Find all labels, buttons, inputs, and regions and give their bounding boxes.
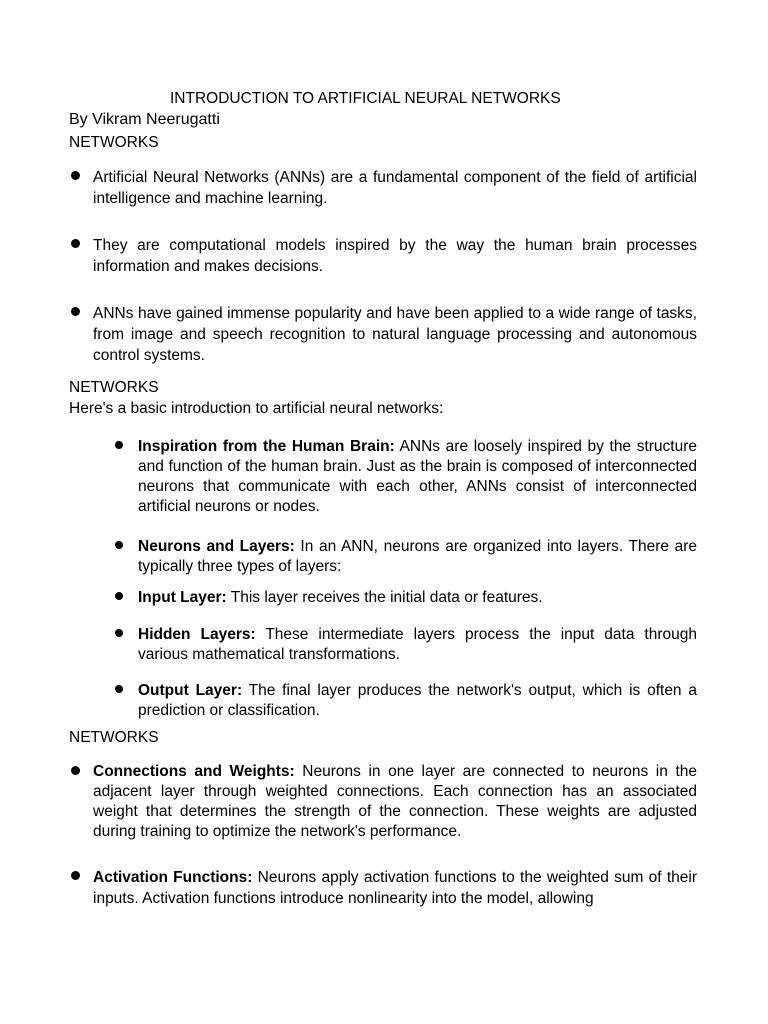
list-item [138, 625, 697, 665]
section-heading: NETWORKS [69, 379, 159, 396]
bullet-icon [115, 629, 123, 637]
list-item-text: These intermediate layers process the input data through various mathematical transformations. [138, 626, 697, 663]
list-item-text: Neurons in one layer are connected to neurons in the adjacent layer through weighted connections. Each connection has an associated weight that determines the strength of the connection. These weights are adjusted during training to optimize the network's performance. [93, 763, 697, 840]
intro-text: Here's a basic introduction to artificial neural networks: [69, 400, 444, 417]
list-item-text: ANNs have gained immense popularity and have been applied to a wide range of tasks, from image and speech recognition to natural language processing and autonomous control systems. [93, 305, 697, 364]
section-heading: NETWORKS [69, 134, 159, 151]
list-item-text: ANNs are loosely inspired by the structure and function of the human brain. Just as the brain is composed of interconnected neurons that communicate with each other, ANNs consist of interconnected artificial neurons or nodes. [138, 438, 697, 515]
list-item-term: Activation Functions: [93, 869, 253, 886]
bullet-icon [115, 541, 123, 549]
bullet-icon [115, 685, 123, 693]
bullet-icon [115, 592, 123, 600]
list-item [93, 235, 697, 277]
bullet-icon [115, 441, 123, 449]
list-item-term: Hidden Layers: [138, 626, 256, 643]
bullet-icon [71, 239, 80, 248]
list-item-term: Inspiration from the Human Brain: [138, 438, 395, 455]
section-heading: NETWORKS [69, 729, 159, 746]
list-item-text: Neurons apply activation functions to the weighted sum of their inputs. Activation functions introduce nonlinearity into the model, allowing [93, 869, 697, 907]
list-item [138, 437, 697, 517]
list-item [93, 167, 697, 209]
list-item [93, 867, 697, 909]
list-item-text: This layer receives the initial data or features. [226, 589, 543, 606]
list-item-term: Neurons and Layers: [138, 538, 295, 555]
list-item-text: Artificial Neural Networks (ANNs) are a fundamental component of the field of artificial intelligence and machine learning. [93, 169, 697, 207]
list-item-text: The final layer produces the network's output, which is often a prediction or classification. [138, 682, 697, 719]
list-item-text: They are computational models inspired by the way the human brain processes information and makes decisions. [93, 237, 697, 275]
list-item [138, 681, 697, 721]
list-item-term: Connections and Weights: [93, 763, 295, 780]
list-item [138, 588, 697, 608]
bullet-icon [71, 766, 80, 775]
list-item-term: Output Layer: [138, 682, 243, 699]
document-title: INTRODUCTION TO ARTIFICIAL NEURAL NETWORKS [170, 90, 561, 107]
bullet-icon [71, 871, 80, 880]
bullet-icon [71, 171, 80, 180]
list-item [93, 762, 697, 842]
list-item [93, 303, 697, 366]
document-author: By Vikram Neerugatti [69, 111, 220, 128]
list-item-text: In an ANN, neurons are organized into layers. There are typically three types of layers: [138, 538, 697, 575]
list-item [138, 537, 697, 577]
bullet-icon [71, 307, 80, 316]
list-item-term: Input Layer: [138, 589, 227, 606]
